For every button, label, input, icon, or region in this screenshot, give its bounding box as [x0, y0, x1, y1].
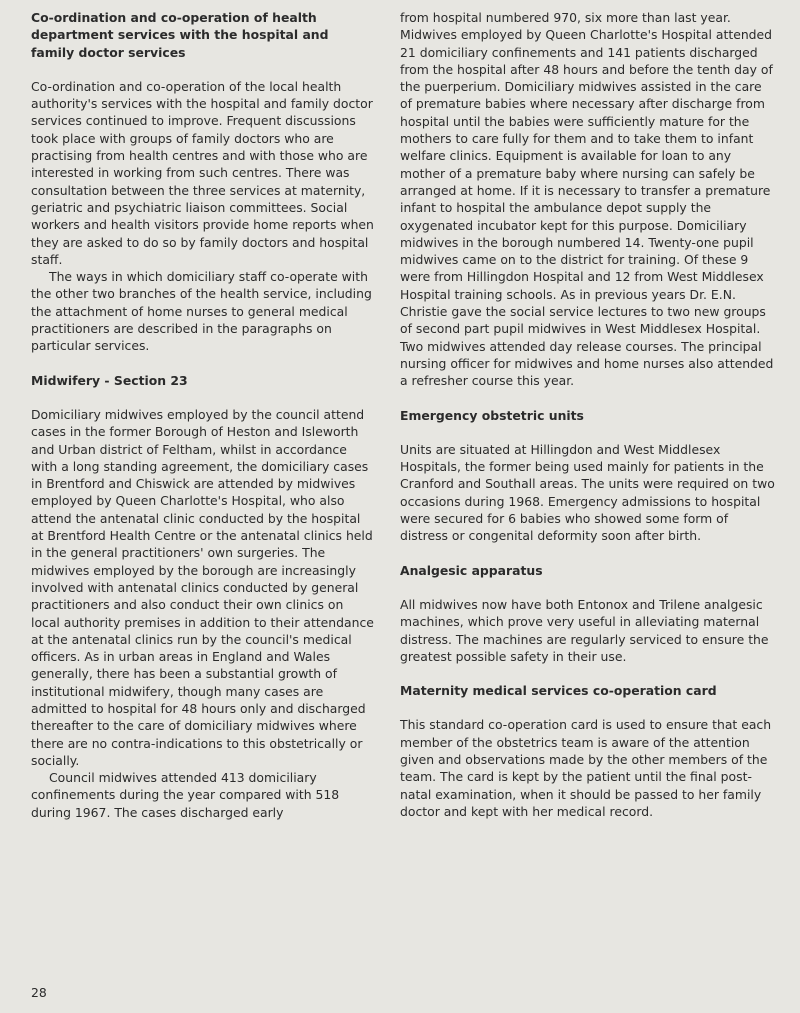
left-column	[31, 9, 376, 821]
paragraph-analgesic: All midwives now have both Entonox and Trilene analgesic machines, which prove very useful in alleviating maternal distress. The machines are regularly serviced to ensure the greatest possible safety in their use.	[400, 596, 769, 664]
paragraph-domiciliary-staff: The ways in which domiciliary staff co-operate with the other two branches of the health service, including the attachment of home nurses to general medical practitioners are described in the paragraphs on particular services.	[31, 269, 372, 354]
section-heading-midwifery: Midwifery - Section 23	[31, 372, 188, 388]
paragraph-cooperation-card: This standard co-operation card is used to ensure that each member of the obstetrics team is aware of the attention given and observations made by the other members of the team. The card is kept by the patient until the final post-natal examination, when it should be passed to her family doctor and kept with her medical record.	[400, 717, 772, 819]
page-number: 28	[31, 985, 47, 1000]
paragraph-domiciliary-midwives: Domiciliary midwives employed by the council attend cases in the former Borough of Heston and Isleworth and Urban district of Feltham, whilst in accordance with a long standing agreement, the domiciliary cases in Brentford and Chiswick are attended by midwives employed by Queen Charlotte's Hospital, who also attend the antenatal clinic conducted by the hospital at Brentford Health Centre or the antenatal clinics held in the general practitioners' own surgeries. The midwives employed by the borough are increasingly involved with antenatal clinics conducted by general practitioners and also conduct their own clinics on local authority premises in addition to their attendance at the antenatal clinics run by the council's medical officers. As in urban areas in England and Wales generally, there has been a substantial growth of institutional midwifery, though many cases are admitted to hospital for 48 hours only and discharged thereafter to the care of domiciliary midwives where there are no contra-indications to this obstetrically or socially.	[31, 406, 374, 768]
paragraph-emergency-units: Units are situated at Hillingdon and West Middlesex Hospitals, the former being used mainly for patients in the Cranford and Southall areas. The units were required on two occasions during 1968. Emergency admissions to hospital were secured for 6 babies who showed some form of distress or congenital deformity soon after birth.	[400, 441, 775, 544]
section-heading-emergency-obstetric-units: Emergency obstetric units	[400, 407, 584, 423]
section-heading-cooperation-card: Maternity medical services co-operation card	[400, 683, 717, 699]
section-heading-analgesic-apparatus: Analgesic apparatus	[400, 562, 543, 578]
paragraph-coordination: Co-ordination and co-operation of the local health authority's services with the hospital and family doctor services continued to improve. Frequent discussions took place with groups of family doctors who are practising from health centres and with those who are interested in working from such centres. There was consultation between the three services at maternity, geriatric and psychiatric liaison committees. Social workers and health visitors provide home reports when they are asked to do so by family doctors and hospital staff.	[31, 78, 374, 267]
right-column	[400, 9, 775, 820]
paragraph-confinements: Council midwives attended 413 domiciliary confinements during the year compared with 518 during 1967. The cases discharged early	[31, 770, 340, 820]
section-heading-coordination: Co-ordination and co-operation of health department services with the hospital and family doctor services	[31, 10, 329, 60]
paragraph-hospital-discharges: from hospital numbered 970, six more than last year. Midwives employed by Queen Charlotte's Hospital attended 21 domiciliary confinements and 141 patients discharged from the hospital after 48 hours and before the tenth day of the puerperium. Domiciliary midwives assisted in the care of premature babies where necessary after discharge from hospital until the babies were sufficiently mature for the mothers to care fully for them and to take them to infant welfare clinics. Equipment is available for loan to any mother of a premature baby where nursing can safely be arranged at home. If it is necessary to transfer a premature infant to hospital the ambulance depot supply the oxygenated incubator kept for this purpose. Domiciliary midwives in the borough numbered 14. Twenty-one pupil midwives came on to the district for training. Of these 9 were from Hillingdon Hospital and 12 from West Middlesex Hospital training schools. As in previous years Dr. E.N. Christie gave the social service lectures to two new groups of second part pupil midwives in West Middlesex Hospital. Two midwives attended day release courses. The principal nursing officer for midwives and home nurses also attended a refresher course this year.	[400, 10, 774, 389]
